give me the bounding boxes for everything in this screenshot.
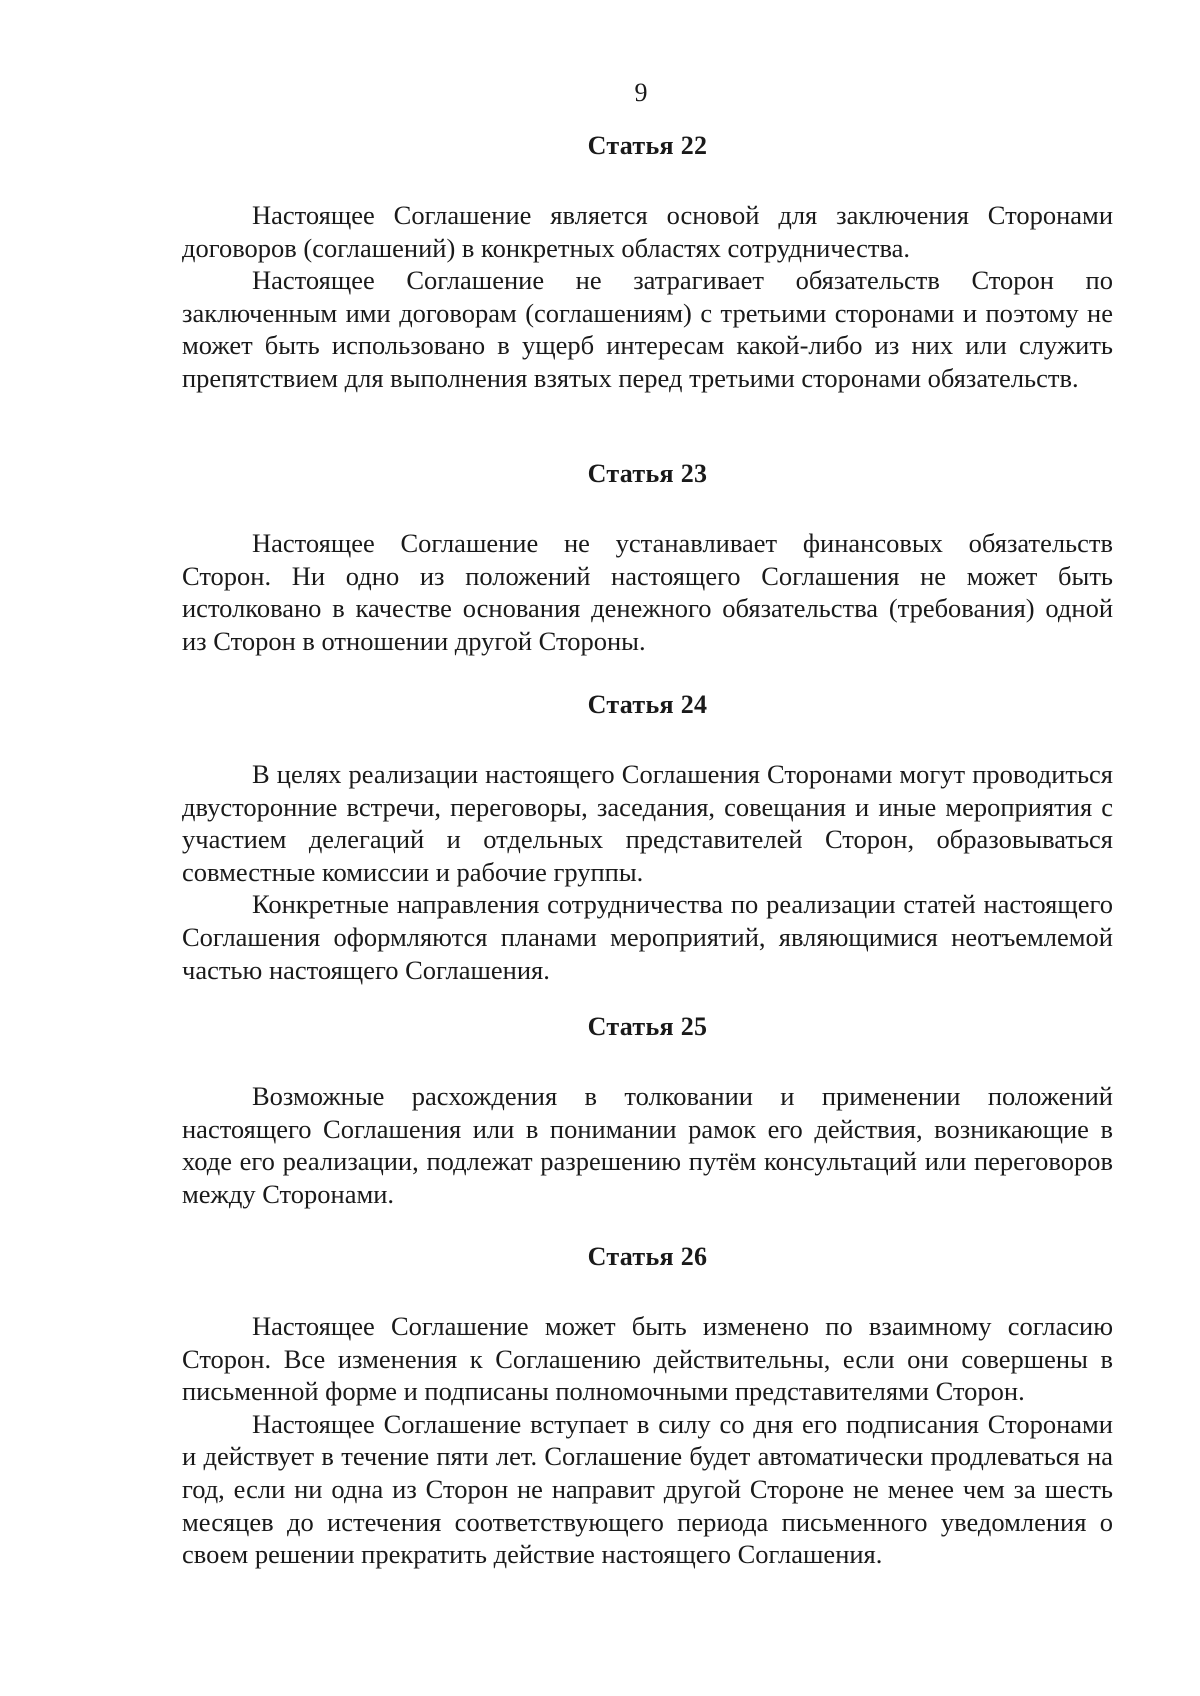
article-title: Статья 25	[587, 1012, 708, 1041]
article-paragraph: Конкретные направления сотрудничества по реализации статей настоящего Соглашения оформляются планами мероприятий, являющимися неотъемлемой частью настоящего Соглашения.	[182, 889, 1113, 985]
article-paragraph: В целях реализации настоящего Соглашения Сторонами могут проводиться двусторонние встречи, переговоры, заседания, совещания и иные мероприятия с участием делегаций и отдельных представителей Сторон, образовываться совместные комиссии и рабочие группы.	[182, 759, 1113, 887]
page-number: 9	[634, 78, 648, 107]
article-title: Статья 24	[587, 690, 708, 719]
article-paragraph: Настоящее Соглашение не устанавливает финансовых обязательств Сторон. Ни одно из положений настоящего Соглашения не может быть истолковано в качестве основания денежного обязательства (требования) одной из Сторон в отношении другой Стороны.	[182, 528, 1113, 656]
article-paragraph: Возможные расхождения в толковании и применении положений настоящего Соглашения или в понимании рамок его действия, возникающие в ходе его реализации, подлежат разрешению путём консультаций или переговоров между Сторонами.	[182, 1081, 1113, 1209]
article-paragraph: Настоящее Соглашение вступает в силу со дня его подписания Сторонами и действует в течение пяти лет. Соглашение будет автоматически продлеваться на год, если ни одна из Сторон не направит другой Стороне не менее чем за шесть месяцев до истечения соответствующего периода письменного уведомления о своем решении прекратить действие настоящего Соглашения.	[182, 1408, 1113, 1570]
article-title: Статья 22	[587, 131, 708, 160]
article-26	[182, 1242, 1113, 1571]
article-23	[182, 459, 1113, 657]
article-title: Статья 23	[587, 459, 708, 488]
article-24	[182, 690, 1113, 986]
article-paragraph: Настоящее Соглашение может быть изменено по взаимному согласию Сторон. Все изменения к Соглашению действительны, если они совершены в письменной форме и подписаны полномочными представителями Сторон.	[182, 1311, 1113, 1407]
article-25	[182, 1012, 1113, 1210]
article-22	[182, 131, 1113, 395]
article-paragraph: Настоящее Соглашение является основой для заключения Сторонами договоров (соглашений) в конкретных областях сотрудничества.	[182, 200, 1113, 263]
article-paragraph: Настоящее Соглашение не затрагивает обязательств Сторон по заключенным ими договорам (соглашениям) с третьими сторонами и поэтому не может быть использовано в ущерб интересам какой-либо из них или служить препятствием для выполнения взятых перед третьими сторонами обязательств.	[182, 265, 1113, 393]
article-title: Статья 26	[587, 1242, 708, 1271]
